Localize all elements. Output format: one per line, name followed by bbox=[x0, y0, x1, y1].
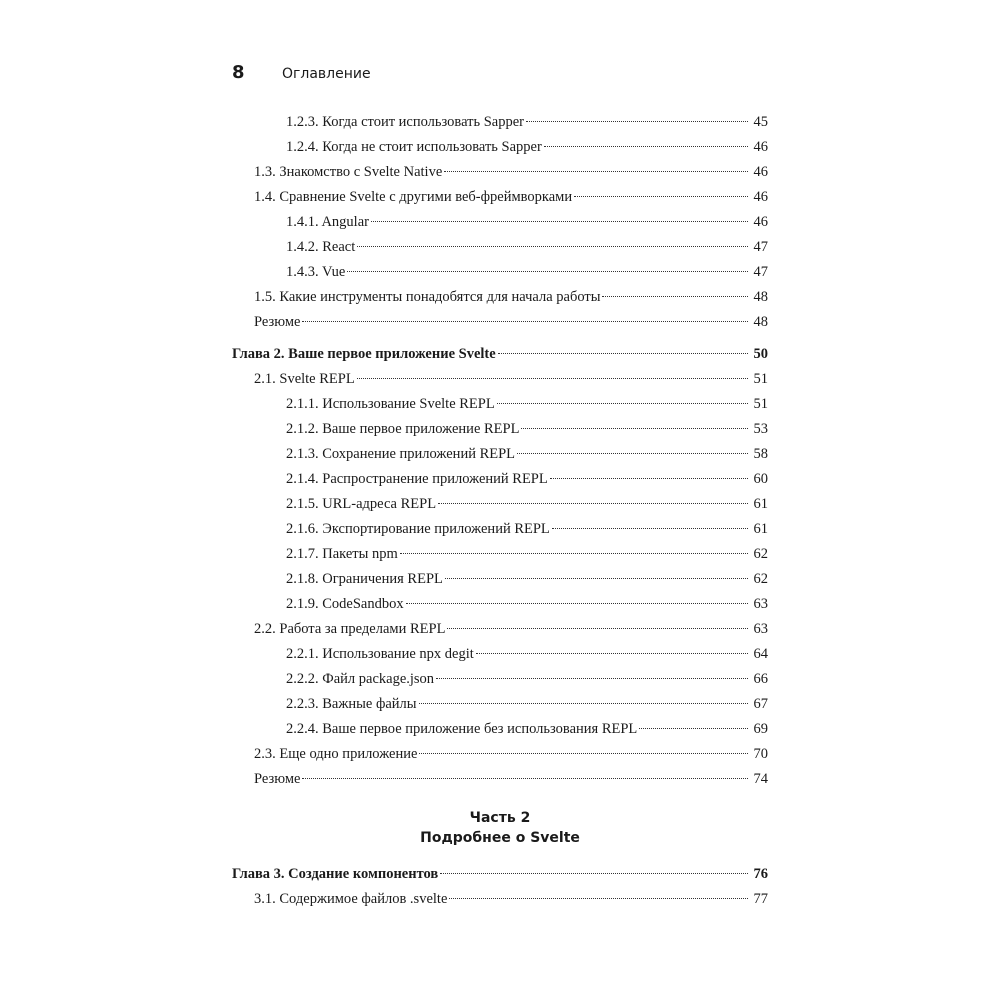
toc-entry[interactable] bbox=[232, 692, 768, 717]
toc-entry-page: 53 bbox=[753, 421, 768, 437]
dot-leader bbox=[498, 353, 748, 354]
dot-leader bbox=[574, 196, 748, 197]
toc-entry-page: 66 bbox=[753, 671, 768, 687]
toc-entry-page: 62 bbox=[753, 546, 768, 562]
page-number: 8 bbox=[232, 62, 245, 83]
toc-entry[interactable] bbox=[232, 887, 768, 912]
toc-entry[interactable] bbox=[232, 767, 768, 792]
toc-entry-page: 46 bbox=[753, 164, 768, 180]
toc-entry-title: 1.4.3. Vue bbox=[286, 264, 346, 280]
toc-entry-title: 2.2.2. Файл package.json bbox=[286, 671, 435, 687]
toc-entry[interactable] bbox=[232, 517, 768, 542]
toc-entry[interactable] bbox=[232, 235, 768, 260]
dot-leader bbox=[436, 678, 748, 679]
toc-entry-page: 45 bbox=[753, 114, 768, 130]
toc-entry-title: 1.4. Сравнение Svelte с другими веб-фреймворками bbox=[254, 189, 573, 205]
toc-entry[interactable] bbox=[232, 492, 768, 517]
dot-leader bbox=[357, 378, 748, 379]
toc-entry-page: 51 bbox=[753, 371, 768, 387]
toc-section-chapter-1-tail bbox=[232, 110, 768, 335]
dot-leader bbox=[444, 171, 748, 172]
toc-entry[interactable] bbox=[232, 310, 768, 335]
toc-entry-title: Глава 3. Создание компонентов bbox=[232, 866, 439, 882]
dot-leader bbox=[552, 528, 748, 529]
toc-entry-title: 1.4.1. Angular bbox=[286, 214, 369, 230]
toc-entry-page: 46 bbox=[753, 214, 768, 230]
toc-entry[interactable] bbox=[232, 467, 768, 492]
toc-entry-title: 1.3. Знакомство с Svelte Native bbox=[254, 164, 443, 180]
toc-entry-title: 2.2.3. Важные файлы bbox=[286, 696, 417, 712]
dot-leader bbox=[526, 121, 748, 122]
dot-leader bbox=[357, 246, 748, 247]
toc-entry-title: 1.2.4. Когда не стоит использовать Sapper bbox=[286, 139, 542, 155]
dot-leader bbox=[517, 453, 748, 454]
toc-entry-page: 64 bbox=[753, 646, 768, 662]
running-title: Оглавление bbox=[282, 66, 371, 82]
part-title: Подробнее о Svelte bbox=[420, 830, 580, 846]
part-heading bbox=[232, 808, 768, 848]
dot-leader bbox=[550, 478, 748, 479]
toc-entry-title: 2.2. Работа за пределами REPL bbox=[254, 621, 446, 637]
toc-entry[interactable] bbox=[232, 210, 768, 235]
toc-entry-page: 67 bbox=[753, 696, 768, 712]
toc-entry-page: 74 bbox=[753, 771, 768, 787]
toc-entry[interactable] bbox=[232, 542, 768, 567]
dot-leader bbox=[476, 653, 748, 654]
toc-entry-page: 62 bbox=[753, 571, 768, 587]
toc-entry-title: Глава 2. Ваше первое приложение Svelte bbox=[232, 346, 496, 362]
dot-leader bbox=[445, 578, 748, 579]
toc-entry-title: 2.1.8. Ограничения REPL bbox=[286, 571, 443, 587]
toc-entry[interactable] bbox=[232, 667, 768, 692]
table-of-contents bbox=[232, 110, 768, 912]
toc-entry-title: 2.1.6. Экспортирование приложений REPL bbox=[286, 521, 550, 537]
dot-leader bbox=[400, 553, 748, 554]
toc-entry[interactable] bbox=[232, 417, 768, 442]
toc-entry-title: 2.1. Svelte REPL bbox=[254, 371, 355, 387]
toc-entry-title: 2.1.7. Пакеты npm bbox=[286, 546, 398, 562]
dot-leader bbox=[440, 873, 748, 874]
toc-entry-page: 61 bbox=[753, 521, 768, 537]
toc-entry[interactable] bbox=[232, 110, 768, 135]
toc-entry-page: 70 bbox=[753, 746, 768, 762]
toc-entry-page: 48 bbox=[753, 289, 768, 305]
toc-entry-page: 46 bbox=[753, 189, 768, 205]
toc-entry-page: 63 bbox=[753, 596, 768, 612]
dot-leader bbox=[602, 296, 748, 297]
toc-entry[interactable] bbox=[232, 617, 768, 642]
dot-leader bbox=[449, 898, 748, 899]
toc-entry-title: 2.1.9. CodeSandbox bbox=[286, 596, 404, 612]
toc-entry-page: 51 bbox=[753, 396, 768, 412]
toc-entry-title: 2.1.1. Использование Svelte REPL bbox=[286, 396, 495, 412]
toc-entry-title: 2.3. Еще одно приложение bbox=[254, 746, 418, 762]
toc-entry[interactable] bbox=[232, 135, 768, 160]
toc-entry-title: 2.2.4. Ваше первое приложение без использования REPL bbox=[286, 721, 638, 737]
toc-entry[interactable] bbox=[232, 367, 768, 392]
toc-entry[interactable] bbox=[232, 862, 768, 887]
page-header bbox=[232, 62, 371, 83]
toc-section-chapter-2 bbox=[232, 342, 768, 792]
toc-entry-page: 69 bbox=[753, 721, 768, 737]
dot-leader bbox=[406, 603, 748, 604]
toc-entry[interactable] bbox=[232, 185, 768, 210]
toc-entry[interactable] bbox=[232, 160, 768, 185]
toc-entry-page: 50 bbox=[753, 346, 768, 362]
toc-entry-page: 77 bbox=[753, 891, 768, 907]
toc-entry[interactable] bbox=[232, 717, 768, 742]
toc-entry[interactable] bbox=[232, 742, 768, 767]
toc-entry[interactable] bbox=[232, 392, 768, 417]
toc-entry-title: 2.1.3. Сохранение приложений REPL bbox=[286, 446, 516, 462]
dot-leader bbox=[521, 428, 748, 429]
toc-entry-title: Резюме bbox=[254, 771, 301, 787]
dot-leader bbox=[544, 146, 748, 147]
toc-entry-page: 48 bbox=[753, 314, 768, 330]
dot-leader bbox=[302, 778, 748, 779]
dot-leader bbox=[497, 403, 748, 404]
toc-entry[interactable] bbox=[232, 592, 768, 617]
part-label: Часть 2 bbox=[469, 810, 531, 826]
toc-entry-page: 47 bbox=[753, 239, 768, 255]
toc-entry-page: 46 bbox=[753, 139, 768, 155]
dot-leader bbox=[419, 703, 748, 704]
toc-entry[interactable] bbox=[232, 285, 768, 310]
toc-entry-title: 1.4.2. React bbox=[286, 239, 356, 255]
toc-entry[interactable] bbox=[232, 642, 768, 667]
dot-leader bbox=[371, 221, 748, 222]
dot-leader bbox=[639, 728, 748, 729]
dot-leader bbox=[447, 628, 748, 629]
toc-entry[interactable] bbox=[232, 260, 768, 285]
toc-entry-title: 1.5. Какие инструменты понадобятся для начала работы bbox=[254, 289, 601, 305]
toc-entry-title: 1.2.3. Когда стоит использовать Sapper bbox=[286, 114, 524, 130]
toc-entry-page: 58 bbox=[753, 446, 768, 462]
toc-entry[interactable] bbox=[232, 567, 768, 592]
toc-section-chapter-3 bbox=[232, 862, 768, 912]
toc-entry-title: 3.1. Содержимое файлов .svelte bbox=[254, 891, 448, 907]
dot-leader bbox=[347, 271, 748, 272]
toc-entry-title: 2.1.4. Распространение приложений REPL bbox=[286, 471, 548, 487]
toc-entry-title: Резюме bbox=[254, 314, 301, 330]
dot-leader bbox=[419, 753, 748, 754]
toc-entry-title: 2.1.5. URL-адреса REPL bbox=[286, 496, 437, 512]
toc-entry-page: 47 bbox=[753, 264, 768, 280]
toc-entry-title: 2.2.1. Использование npx degit bbox=[286, 646, 474, 662]
toc-entry-title: 2.1.2. Ваше первое приложение REPL bbox=[286, 421, 520, 437]
toc-entry-page: 60 bbox=[753, 471, 768, 487]
toc-entry-page: 61 bbox=[753, 496, 768, 512]
toc-entry[interactable] bbox=[232, 342, 768, 367]
dot-leader bbox=[438, 503, 748, 504]
toc-entry-page: 63 bbox=[753, 621, 768, 637]
toc-gap bbox=[232, 335, 768, 342]
toc-entry[interactable] bbox=[232, 442, 768, 467]
dot-leader bbox=[302, 321, 748, 322]
toc-entry-page: 76 bbox=[753, 866, 768, 882]
